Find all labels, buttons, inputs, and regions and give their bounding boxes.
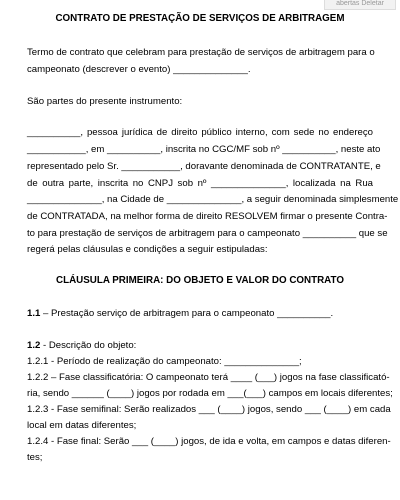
corner-stamp: abertas Deletar bbox=[324, 0, 396, 10]
item-number: 1.1 bbox=[27, 308, 41, 319]
parties-line: de CONTRATADA, na melhor forma de direito RESOLVEM firmar o presente Contra- bbox=[27, 211, 388, 222]
item-text: – Prestação serviço de arbitragem para o campeonato __________. bbox=[40, 308, 334, 319]
item-1-2 bbox=[27, 340, 373, 351]
parties-heading: São partes do presente instrumento: bbox=[27, 96, 183, 107]
item-text: - Descrição do objeto: bbox=[40, 340, 137, 351]
subitem-line: 1.2.1 - Período de realização do campeonato: ______________; bbox=[27, 356, 302, 367]
parties-line: representado pelo Sr. ___________, doravante denominada de CONTRATANTE, e bbox=[27, 161, 381, 172]
subitem-line: local em datas diferentes; bbox=[27, 420, 137, 431]
intro-line: campeonato (descrever o evento) ______________. bbox=[27, 64, 251, 75]
parties-line: to para prestação de serviços de arbitragem para o campeonato __________ que se bbox=[27, 228, 388, 239]
item-1-1 bbox=[27, 308, 373, 319]
subitem-line: 1.2.4 - Fase final: Serão ___ (____) jogos, de ida e volta, em campos e datas diferen- bbox=[27, 436, 391, 447]
intro-line: Termo de contrato que celebram para prestação de serviços de arbitragem para o bbox=[27, 47, 375, 58]
item-number: 1.2 bbox=[27, 340, 41, 351]
parties-line: de outra parte, inscrita no CNPJ sob nº ______________, localizada na Rua bbox=[27, 178, 373, 189]
subitem-line: 1.2.3 - Fase semifinal: Serão realizados ___ (____) jogos, sendo ___ (____) em cada bbox=[27, 404, 391, 415]
subitem-line: ria, sendo ______ (____) jogos por rodada em ___(___) campos em locais diferentes; bbox=[27, 388, 393, 399]
subitem-line: tes; bbox=[27, 452, 43, 463]
clause-title: CLÁUSULA PRIMEIRA: DO OBJETO E VALOR DO CONTRATO bbox=[56, 275, 344, 286]
parties-line: regerá pelas cláusulas e condições a seguir estipuladas: bbox=[27, 244, 268, 255]
parties-line: ______________, na Cidade de ______________, a seguir denominada simplesmente bbox=[27, 194, 399, 205]
parties-line: ___________, em __________, inscrita no CGC/MF sob nº __________, neste ato bbox=[27, 144, 381, 155]
document-title: CONTRATO DE PRESTAÇÃO DE SERVIÇOS DE ARBITRAGEM bbox=[55, 13, 345, 24]
parties-line: __________, pessoa jurídica de direito público interno, com sede no endereço bbox=[27, 127, 373, 138]
subitem-line: 1.2.2 – Fase classificatória: O campeonato terá ____ (___) jogos na fase classificató- bbox=[27, 372, 390, 383]
